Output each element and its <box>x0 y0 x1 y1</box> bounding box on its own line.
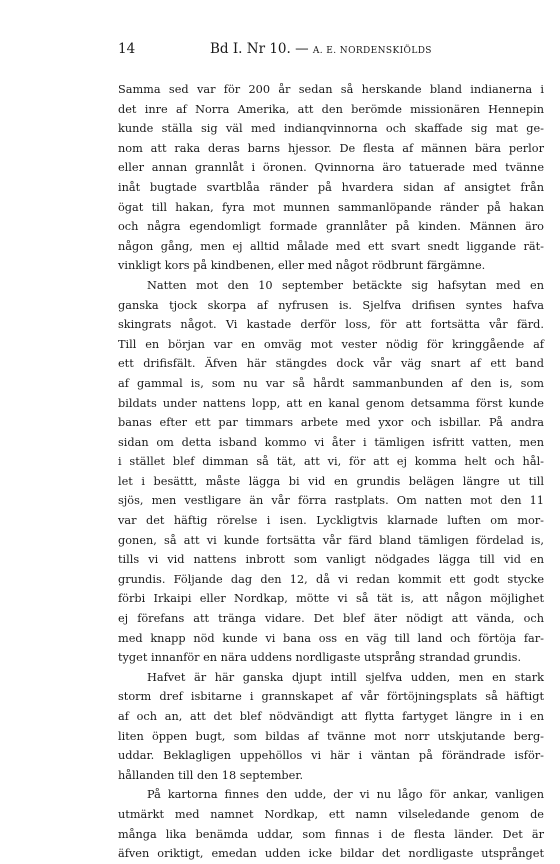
page-number: 14 <box>118 41 136 57</box>
text-line: Natten mot den 10 september betäckte sig hafsytan med en <box>147 278 544 292</box>
text-line: grundis. Följande dag den 12, då vi redan kommit ett godt stycke <box>118 572 544 586</box>
text-line: vinkligt kors på kindbenen, eller med något rödbrunt färgämne. <box>118 259 486 273</box>
text-line: eller annan grannlåt i öronen. Qvinnorna äro tatuerade med tvänne <box>118 161 544 175</box>
text-line: utmärkt med namnet Nordkap, ett namn vilseledande genom de <box>118 807 544 821</box>
text-line: äfven oriktigt, emedan udden icke bildar det nordligaste utsprånget <box>118 847 544 861</box>
text-line: af gammal is, som nu var så hårdt sammanbunden af den is, som <box>118 376 544 390</box>
text-line: och några egendomligt formade grannlåter på kinden. Männen äro <box>118 220 544 234</box>
text-line: det inre af Norra Amerika, att den berömde missionären Hennepin <box>118 102 544 116</box>
text-line: gonen, så att vi kunde fortsätta vår färd bland tämligen fördelad is, <box>118 533 544 547</box>
text-line: let i besättt, måste lägga bi vid en grundis belägen längre ut till <box>118 474 544 488</box>
text-line: nom att raka deras barns hjessor. De flesta af männen bära perlor <box>118 141 544 155</box>
text-line: hållanden till den 18 september. <box>118 768 304 782</box>
text-line: sjös, men vestligare än vår förra rastplats. Om natten mot den 11 <box>118 494 544 508</box>
text-line: kunde ställa sig väl med indianqvinnorna och skaffade sig mat ge- <box>118 122 544 136</box>
text-line: Samma sed var för 200 år sedan så herskande bland indianerna i <box>118 83 544 96</box>
text-line: skingrats något. Vi kastade derför loss, för att fortsätta vår färd. <box>118 318 544 332</box>
book-page <box>118 41 544 864</box>
volume-part: Bd I. Nr 10. — <box>210 41 309 57</box>
text-line: många lika benämda uddar, som finnas i de flesta länder. Det är <box>118 827 544 841</box>
text-line: förbi Irkaipi eller Nordkap, mötte vi så tät is, att någon möjlighet <box>118 592 544 606</box>
text-line: På kartorna finnes den udde, der vi nu lågo för ankar, vanligen <box>147 788 544 802</box>
text-line: var det häftig rörelse i isen. Lyckligtvis klarnade luften om mor- <box>118 514 544 528</box>
text-line: storm dref isbitarne i grannskapet af vår förtöjningsplats så häftigt <box>118 690 544 704</box>
text-line: ögat till hakan, fyra mot munnen sammanlöpande ränder på hakan <box>118 200 544 214</box>
text-line: ej förefans att tränga vidare. Det blef äter nödigt att vända, och <box>118 612 544 626</box>
text-line: banas efter ett par timmars arbete med yxor och isbillar. På andra <box>118 416 544 430</box>
text-line: någon gång, men ej alltid målade med ett svart snedt liggande rät- <box>118 239 544 253</box>
header-title <box>210 41 432 57</box>
text-line: ett drifisfält. Äfven här stängdes dock vår väg snart af ett band <box>118 357 544 371</box>
text-line: inåt bugtade svartblåa ränder på hvardera sidan af ansigtet från <box>118 180 544 194</box>
body-text <box>118 80 544 864</box>
running-header <box>118 41 544 63</box>
text-line: liten öppen bugt, som bildas af tvänne mot norr utskjutande berg- <box>118 729 544 743</box>
text-line: af och an, att det blef nödvändigt att flytta fartyget längre in i en <box>118 710 544 723</box>
text-line: ganska tjock skorpa af nyfrusen is. Sjelfva drifisen syntes hafva <box>118 298 544 312</box>
text-line: i stället blef dimman så tät, att vi, för att ej komma helt och hål- <box>118 455 544 469</box>
header-author: A. E. NORDENSKIÖLDS <box>312 46 432 56</box>
text-line: tills vi vid nattens inbrott som vanligt nödgades lägga till vid en <box>118 553 544 567</box>
text-line: sidan om detta isband kommo vi åter i tämligen isfritt vatten, men <box>118 435 544 449</box>
text-line: med knapp nöd kunde vi bana oss en väg till land och förtöja far- <box>118 631 544 645</box>
text-line: bildats under nattens lopp, att en kanal genom detsamma först kunde <box>118 396 544 410</box>
text-line: tyget innanför en nära uddens nordligaste utsprång strandad grundis. <box>118 651 522 665</box>
text-line: uddar. Beklagligen uppehöllos vi här i väntan på förändrade isför- <box>118 749 544 763</box>
text-line: Till en början var en omväg mot vester nödig för kringgående af <box>118 337 544 351</box>
text-line: Hafvet är här ganska djupt intill sjelfva udden, men en stark <box>147 670 544 684</box>
